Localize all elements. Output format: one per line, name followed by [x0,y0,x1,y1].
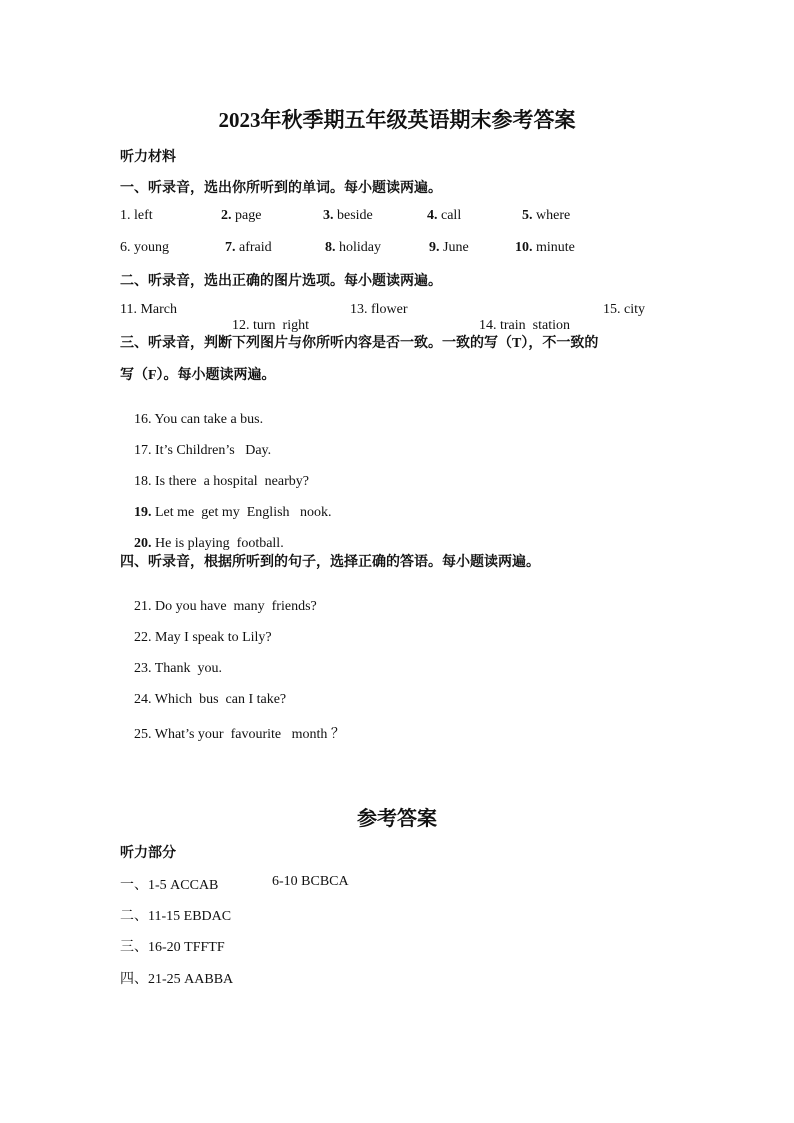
list-item: 16. You can take a bus. [134,412,264,427]
section2-heading: 二、听录音，选出正确的图片选项。每小题读两遍。 [120,274,442,289]
section3-heading-line2: 写（F）。每小题读两遍。 [120,368,276,383]
answers-subtitle: 听力部分 [120,846,176,861]
answer-line: 二、11-15 EBDAC [120,909,232,924]
answers-title: 参考答案 [357,808,437,830]
list-item: 17. It’s Children’s Day. [134,443,272,458]
list-item: 14. train station [479,318,570,333]
answer-line: 四、21-25 AABBA [120,972,234,987]
list-item: 15. city [603,302,645,317]
answer-line: 三、16-20 TFFTF [120,940,225,955]
list-item: 12. turn right [232,318,309,333]
list-item: 3. beside [323,208,373,223]
list-item: 23. Thank you. [134,661,223,676]
section1-heading: 一、听录音，选出你所听到的单词。每小题读两遍。 [120,181,442,196]
section3-heading-line1: 三、听录音，判断下列图片与你所听内容是否一致。一致的写（T），不一致的 [120,336,599,351]
list-item: 11. March [120,302,178,317]
list-item: 6. young [120,240,169,255]
list-item: 8. holiday [325,240,381,255]
list-item: 25. What’s your favourite month ？ [134,727,345,742]
answer-line-extra: 6-10 BCBCA [272,874,349,889]
listening-material-heading: 听力材料 [120,150,176,165]
list-item: 5. where [522,208,571,223]
list-item: 13. flower [350,302,408,317]
list-item: 20. He is playing football. [134,536,284,551]
answer-line: 一、1-5 ACCAB [120,878,219,893]
list-item: 10. minute [515,240,575,255]
list-item: 24. Which bus can I take? [134,692,287,707]
list-item: 7. afraid [225,240,272,255]
page-title: 2023年秋季期五年级英语期末参考答案 [218,108,576,132]
list-item: 22. May I speak to Lily? [134,630,272,645]
list-item: 1. left [120,208,153,223]
list-item: 2. page [221,208,262,223]
list-item: 9. June [429,240,469,255]
list-item: 21. Do you have many friends? [134,599,317,614]
list-item: 4. call [427,208,462,223]
list-item: 19. Let me get my English nook. [134,505,332,520]
section4-heading: 四、听录音，根据所听到的句子，选择正确的答语。每小题读两遍。 [120,555,540,570]
list-item: 18. Is there a hospital nearby? [134,474,309,489]
